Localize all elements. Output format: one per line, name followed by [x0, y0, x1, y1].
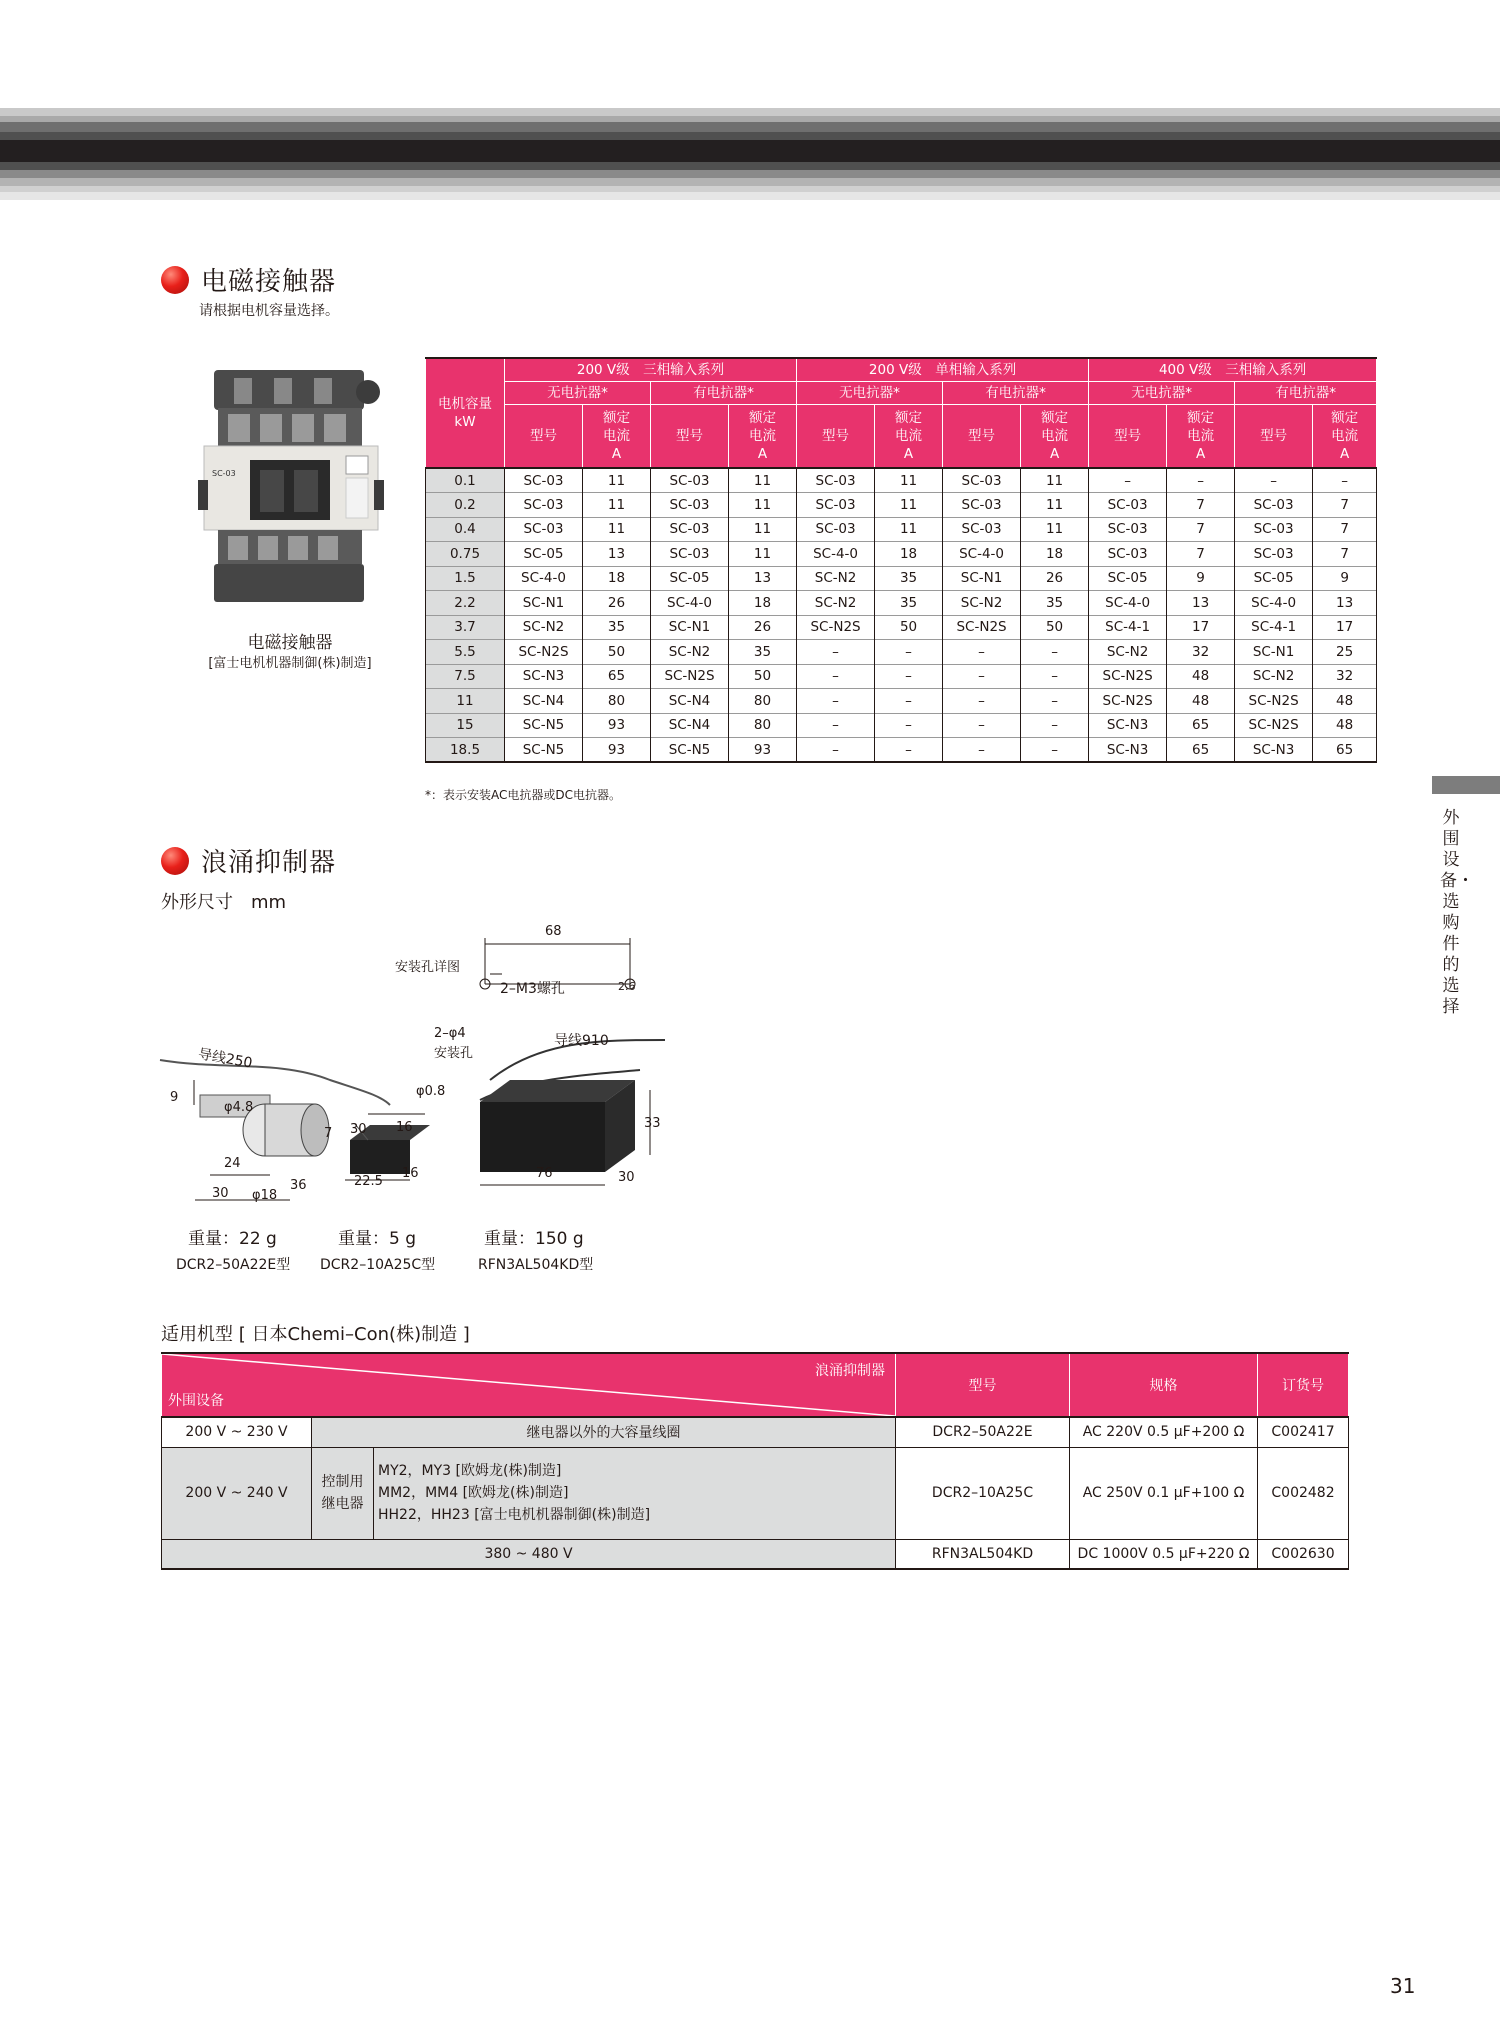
current-col-header — [1167, 405, 1235, 469]
current-cell: 93 — [583, 738, 651, 763]
dim-9: 9 — [170, 1090, 179, 1105]
current-col-header — [1313, 405, 1377, 469]
col-model-header: 型号 — [896, 1353, 1070, 1417]
dim-30: 30 — [212, 1186, 229, 1201]
applicable-title: 适用机型 [ 日本Chemi–Con(株)制造 ] — [161, 1324, 470, 1345]
model-cell: – — [943, 738, 1021, 763]
model-cell: SC-N2S — [651, 664, 729, 689]
current-cell: 7 — [1167, 493, 1235, 518]
model-cell: RFN3AL504KD — [896, 1539, 1070, 1569]
model-cell: SC-N1 — [505, 591, 583, 616]
current-col-header-line: A — [1339, 446, 1350, 462]
bullet-icon — [161, 266, 189, 294]
model-col-header: 型号 — [943, 405, 1021, 469]
model-cell: SC-03 — [797, 468, 875, 493]
current-cell: – — [1167, 468, 1235, 493]
dim-33: 33 — [644, 1116, 661, 1131]
current-cell: 7 — [1313, 542, 1377, 567]
dim-phi08: φ0.8 — [416, 1084, 446, 1099]
table-row — [426, 738, 1377, 763]
model-cell: SC-03 — [651, 468, 729, 493]
relay-label-1: 控制用 — [321, 1474, 364, 1490]
model-cell: SC-03 — [651, 493, 729, 518]
model-cell: DCR2–10A25C — [896, 1447, 1070, 1539]
current-cell: 13 — [1167, 591, 1235, 616]
current-cell: 35 — [583, 615, 651, 640]
current-col-header-line: 额定 — [603, 410, 630, 426]
weight-1: 重量：22 g — [188, 1229, 277, 1249]
current-cell: 11 — [875, 493, 943, 518]
current-cell: 80 — [729, 713, 797, 738]
model-cell: – — [943, 640, 1021, 665]
model-cell: – — [797, 640, 875, 665]
current-cell: 93 — [583, 713, 651, 738]
model-2: DCR2–10A25C型 — [320, 1257, 436, 1273]
table-row — [426, 591, 1377, 616]
model-cell: SC-03 — [943, 517, 1021, 542]
current-cell: 65 — [583, 664, 651, 689]
current-col-header-line: A — [611, 446, 622, 462]
model-col-header: 型号 — [1235, 405, 1313, 469]
current-cell: – — [875, 664, 943, 689]
current-cell: 48 — [1167, 664, 1235, 689]
model-cell: SC-N5 — [505, 713, 583, 738]
model-cell: – — [1089, 468, 1167, 493]
model-cell: SC-03 — [651, 542, 729, 567]
model-cell: – — [797, 689, 875, 714]
kw-cell: 1.5 — [426, 566, 505, 591]
current-cell: 11 — [1021, 493, 1089, 518]
model-cell: SC-03 — [1235, 517, 1313, 542]
side-tab-marker — [1432, 776, 1500, 794]
photo-caption-sub: [富士电机机器制御(株)制造] — [208, 656, 372, 671]
model-cell: SC-N2S — [1235, 689, 1313, 714]
current-col-header — [1021, 405, 1089, 469]
current-cell: – — [1021, 640, 1089, 665]
table-row — [162, 1539, 1349, 1569]
current-cell: – — [1313, 468, 1377, 493]
hole-label: 2–φ4 — [434, 1026, 466, 1041]
desc-cell: 继电器以外的大容量线圈 — [312, 1417, 896, 1447]
dim-30c: 30 — [618, 1170, 635, 1185]
contactor-photo — [198, 360, 384, 610]
model-cell: SC-N4 — [651, 689, 729, 714]
model-cell: SC-4-0 — [943, 542, 1021, 567]
subgroup-header: 无电抗器* — [1089, 382, 1235, 405]
wire-910-label: 导线910 — [554, 1033, 609, 1049]
model-cell: SC-N3 — [1089, 713, 1167, 738]
current-col-header — [875, 405, 943, 469]
relay-list-cell — [374, 1447, 896, 1539]
model-cell: SC-4-1 — [1089, 615, 1167, 640]
current-cell: 18 — [875, 542, 943, 567]
hole-label-2: 安装孔 — [434, 1046, 474, 1061]
surge-table — [161, 1352, 1349, 1570]
page-number: 31 — [1390, 1974, 1416, 1998]
group-header: 200 V级 三相输入系列 — [505, 358, 797, 382]
current-col-header-line: 额定 — [1187, 410, 1215, 426]
model-cell: – — [1235, 468, 1313, 493]
model-cell: SC-N5 — [651, 738, 729, 763]
kw-cell: 11 — [426, 689, 505, 714]
current-cell: 35 — [875, 591, 943, 616]
current-cell: 11 — [729, 468, 797, 493]
dim-36: 36 — [290, 1178, 307, 1193]
current-cell: 26 — [729, 615, 797, 640]
model-cell: SC-05 — [1235, 566, 1313, 591]
spec-cell: AC 220V 0.5 μF+200 Ω — [1070, 1417, 1258, 1447]
kw-header-line1: 电机容量 — [438, 396, 492, 412]
model-col-header: 型号 — [651, 405, 729, 469]
dim-phi48: φ4.8 — [224, 1100, 254, 1115]
order-cell: C002630 — [1258, 1539, 1349, 1569]
surge-section-title — [161, 842, 336, 879]
current-cell: 11 — [729, 542, 797, 567]
model-1: DCR2–50A22E型 — [176, 1257, 291, 1273]
wire-250-label: 导线250 — [196, 1046, 254, 1072]
current-col-header-line: A — [1049, 446, 1060, 462]
relay-item: HH22，HH23 [富士电机机器制御(株)制造] — [378, 1507, 651, 1523]
current-cell: 11 — [729, 493, 797, 518]
kw-cell: 0.4 — [426, 517, 505, 542]
subgroup-header: 有电抗器* — [1235, 382, 1377, 405]
kw-cell: 15 — [426, 713, 505, 738]
current-cell: 9 — [1313, 566, 1377, 591]
current-cell: 17 — [1313, 615, 1377, 640]
current-cell: 65 — [1167, 713, 1235, 738]
model-cell: SC-N2S — [797, 615, 875, 640]
current-cell: 7 — [1313, 517, 1377, 542]
model-cell: – — [943, 689, 1021, 714]
column-header-row — [426, 405, 1377, 469]
model-col-header: 型号 — [505, 405, 583, 469]
table-row — [426, 664, 1377, 689]
model-cell: SC-N1 — [1235, 640, 1313, 665]
model-cell: SC-N2 — [505, 615, 583, 640]
current-col-header — [729, 405, 797, 469]
table-row — [162, 1447, 1349, 1539]
kw-header — [426, 358, 505, 468]
current-col-header-line: 电流 — [749, 428, 777, 444]
current-cell: 50 — [875, 615, 943, 640]
model-col-header: 型号 — [797, 405, 875, 469]
subgroup-header: 有电抗器* — [651, 382, 797, 405]
current-cell: 17 — [1167, 615, 1235, 640]
side-tab-label: 外围设备・选购件的选择 — [1440, 808, 1474, 1017]
surge-suppressor-drawings — [140, 924, 680, 1280]
diagonal-line — [162, 1354, 895, 1416]
contactor-subtitle: 请根据电机容量选择。 — [199, 303, 339, 319]
weight-2: 重量：5 g — [338, 1229, 417, 1249]
dims-label: 外形尺寸 mm — [161, 892, 287, 913]
spec-cell: DC 1000V 0.5 μF+220 Ω — [1070, 1539, 1258, 1569]
photo-caption: 电磁接触器 — [247, 633, 333, 653]
current-cell: 7 — [1167, 517, 1235, 542]
model-cell: SC-03 — [1089, 493, 1167, 518]
contactor-section-title — [161, 261, 336, 298]
voltage-cell: 200 V ~ 240 V — [162, 1447, 312, 1539]
model-cell: SC-N5 — [505, 738, 583, 763]
current-cell: 11 — [1021, 468, 1089, 493]
model-cell: SC-05 — [651, 566, 729, 591]
model-cell: – — [797, 738, 875, 763]
col-order-header: 订货号 — [1258, 1353, 1349, 1417]
kw-cell: 5.5 — [426, 640, 505, 665]
current-cell: 80 — [729, 689, 797, 714]
current-col-header-line: 额定 — [1331, 410, 1359, 426]
kw-cell: 0.2 — [426, 493, 505, 518]
dim-16: 16 — [396, 1120, 413, 1135]
model-cell: SC-03 — [1235, 542, 1313, 567]
model-cell: DCR2–50A22E — [896, 1417, 1070, 1447]
order-cell: C002417 — [1258, 1417, 1349, 1447]
current-cell: 80 — [583, 689, 651, 714]
voltage-cell: 200 V ~ 230 V — [162, 1417, 312, 1447]
model-cell: SC-4-0 — [505, 566, 583, 591]
current-cell: 35 — [875, 566, 943, 591]
model-cell: SC-03 — [505, 493, 583, 518]
dim-24: 24 — [224, 1156, 241, 1171]
dim-30b: 30 — [350, 1122, 367, 1137]
model-3: RFN3AL504KD型 — [478, 1257, 594, 1273]
current-cell: – — [1021, 664, 1089, 689]
table-row — [426, 517, 1377, 542]
current-cell: – — [875, 689, 943, 714]
mount-hole-label: 安装孔详图 — [395, 960, 461, 975]
model-cell: SC-05 — [505, 542, 583, 567]
model-cell: SC-N2 — [1235, 664, 1313, 689]
current-cell: 32 — [1313, 664, 1377, 689]
current-cell: 35 — [1021, 591, 1089, 616]
current-cell: 11 — [875, 468, 943, 493]
col-spec-header: 规格 — [1070, 1353, 1258, 1417]
model-cell: SC-N2S — [1089, 689, 1167, 714]
bullet-icon — [161, 847, 189, 875]
surge-title-text: 浪涌抑制器 — [201, 848, 337, 878]
current-cell: – — [1021, 738, 1089, 763]
model-cell: SC-N2S — [943, 615, 1021, 640]
table-row — [426, 640, 1377, 665]
contactor-table-body — [426, 468, 1377, 762]
table-row — [426, 493, 1377, 518]
model-cell: SC-N1 — [651, 615, 729, 640]
current-cell: 35 — [729, 640, 797, 665]
model-cell: SC-N2 — [1089, 640, 1167, 665]
model-cell: SC-03 — [1235, 493, 1313, 518]
contactor-footnote: *：表示安装AC电抗器或DC电抗器。 — [425, 788, 621, 802]
dim-76: 76 — [536, 1166, 553, 1181]
table-row — [426, 615, 1377, 640]
model-cell: – — [943, 713, 1021, 738]
model-cell: SC-N2 — [797, 591, 875, 616]
current-cell: 11 — [583, 517, 651, 542]
current-cell: 65 — [1313, 738, 1377, 763]
subgroup-header: 无电抗器* — [505, 382, 651, 405]
current-col-header-line: 额定 — [895, 410, 923, 426]
diagonal-header — [162, 1353, 896, 1417]
current-cell: – — [875, 738, 943, 763]
current-cell: 48 — [1167, 689, 1235, 714]
current-cell: 25 — [1313, 640, 1377, 665]
spec-cell: AC 250V 0.1 μF+100 Ω — [1070, 1447, 1258, 1539]
current-cell: 11 — [729, 517, 797, 542]
model-cell: SC-03 — [797, 493, 875, 518]
model-cell: SC-N2S — [1089, 664, 1167, 689]
model-cell: SC-N2S — [1235, 713, 1313, 738]
current-col-header-line: 电流 — [1331, 428, 1359, 444]
current-cell: 18 — [583, 566, 651, 591]
subgroup-header: 有电抗器* — [943, 382, 1089, 405]
current-col-header-line: 电流 — [603, 428, 630, 444]
model-cell: SC-N2 — [943, 591, 1021, 616]
screw-label: 2–M3螺孔 — [500, 981, 565, 997]
contactor-table — [425, 357, 1377, 763]
diag-bottom-label: 外围设备 — [168, 1393, 224, 1409]
model-cell: SC-03 — [1089, 517, 1167, 542]
group-header: 200 V级 单相输入系列 — [797, 358, 1089, 382]
current-col-header-line: 电流 — [1187, 428, 1215, 444]
current-cell: 18 — [729, 591, 797, 616]
table-row — [426, 713, 1377, 738]
model-cell: SC-05 — [1089, 566, 1167, 591]
current-cell: 50 — [583, 640, 651, 665]
current-cell: 11 — [875, 517, 943, 542]
model-cell: SC-4-0 — [1235, 591, 1313, 616]
current-cell: 9 — [1167, 566, 1235, 591]
current-cell: 50 — [729, 664, 797, 689]
model-cell: SC-N2 — [797, 566, 875, 591]
model-cell: SC-4-0 — [651, 591, 729, 616]
relay-item: MM2，MM4 [欧姆龙(株)制造] — [378, 1485, 569, 1501]
current-cell: 11 — [583, 468, 651, 493]
current-cell: 18 — [1021, 542, 1089, 567]
group-header: 400 V级 三相输入系列 — [1089, 358, 1377, 382]
current-cell: 7 — [1167, 542, 1235, 567]
model-cell: – — [797, 713, 875, 738]
current-cell: – — [1021, 689, 1089, 714]
current-cell: 26 — [583, 591, 651, 616]
model-cell: – — [797, 664, 875, 689]
model-cell: SC-N1 — [943, 566, 1021, 591]
contactor-title-text: 电磁接触器 — [201, 267, 337, 297]
current-col-header-line: A — [757, 446, 768, 462]
current-cell: 65 — [1167, 738, 1235, 763]
current-cell: 13 — [583, 542, 651, 567]
current-cell: 13 — [729, 566, 797, 591]
current-cell: 13 — [1313, 591, 1377, 616]
table-row — [426, 689, 1377, 714]
current-col-header — [583, 405, 651, 469]
model-cell: SC-N3 — [505, 664, 583, 689]
model-cell: SC-03 — [943, 493, 1021, 518]
current-col-header-line: 额定 — [749, 410, 777, 426]
current-col-header-line: 电流 — [1041, 428, 1069, 444]
current-cell: 48 — [1313, 713, 1377, 738]
current-col-header-line: A — [903, 446, 914, 462]
current-cell: 48 — [1313, 689, 1377, 714]
model-cell: SC-N4 — [651, 713, 729, 738]
current-col-header-line: 额定 — [1041, 410, 1069, 426]
kw-header-line2: kW — [454, 414, 476, 430]
kw-cell: 18.5 — [426, 738, 505, 763]
model-cell: SC-03 — [651, 517, 729, 542]
model-cell: SC-4-1 — [1235, 615, 1313, 640]
dim-22-5: 22.5 — [354, 1174, 383, 1189]
subgroup-header: 无电抗器* — [797, 382, 943, 405]
current-cell: – — [875, 713, 943, 738]
table-row — [426, 566, 1377, 591]
kw-cell: 0.1 — [426, 468, 505, 493]
model-cell: SC-4-0 — [797, 542, 875, 567]
voltage-cell: 380 ~ 480 V — [162, 1539, 896, 1569]
current-col-header-line: A — [1195, 446, 1206, 462]
dim-16b: 16 — [402, 1166, 419, 1181]
relay-item: MY2，MY3 [欧姆龙(株)制造] — [378, 1463, 562, 1479]
model-col-header: 型号 — [1089, 405, 1167, 469]
current-cell: 11 — [1021, 517, 1089, 542]
model-cell: SC-03 — [505, 468, 583, 493]
model-cell: SC-03 — [505, 517, 583, 542]
kw-cell: 2.2 — [426, 591, 505, 616]
model-cell: SC-N2 — [651, 640, 729, 665]
diag-top-label: 浪涌抑制器 — [815, 1363, 886, 1379]
kw-cell: 7.5 — [426, 664, 505, 689]
current-cell: 50 — [1021, 615, 1089, 640]
kw-cell: 3.7 — [426, 615, 505, 640]
weight-3: 重量：150 g — [484, 1229, 584, 1249]
model-cell: SC-N4 — [505, 689, 583, 714]
current-cell: 11 — [583, 493, 651, 518]
model-cell: SC-03 — [943, 468, 1021, 493]
dim-2-6: 2.6 — [618, 980, 636, 993]
current-cell: 7 — [1313, 493, 1377, 518]
photo-model-label: SC-03 — [212, 469, 236, 478]
dim-phi18: φ18 — [252, 1188, 278, 1203]
current-cell: – — [1021, 713, 1089, 738]
model-cell: SC-N2S — [505, 640, 583, 665]
model-cell: SC-03 — [797, 517, 875, 542]
current-cell: 26 — [1021, 566, 1089, 591]
table-row — [426, 468, 1377, 493]
current-cell: 32 — [1167, 640, 1235, 665]
relay-label-cell — [312, 1447, 374, 1539]
current-cell: 93 — [729, 738, 797, 763]
dim-7: 7 — [324, 1126, 333, 1141]
relay-label-2: 继电器 — [321, 1496, 364, 1512]
model-cell: SC-4-0 — [1089, 591, 1167, 616]
model-cell: SC-N3 — [1235, 738, 1313, 763]
current-col-header-line: 电流 — [895, 428, 923, 444]
dim-68: 68 — [545, 924, 562, 939]
current-cell: – — [875, 640, 943, 665]
table-row — [426, 542, 1377, 567]
model-cell: SC-03 — [1089, 542, 1167, 567]
header-band — [0, 108, 1500, 200]
model-cell: SC-N3 — [1089, 738, 1167, 763]
order-cell: C002482 — [1258, 1447, 1349, 1539]
table-row — [162, 1417, 1349, 1447]
kw-cell: 0.75 — [426, 542, 505, 567]
model-cell: – — [943, 664, 1021, 689]
